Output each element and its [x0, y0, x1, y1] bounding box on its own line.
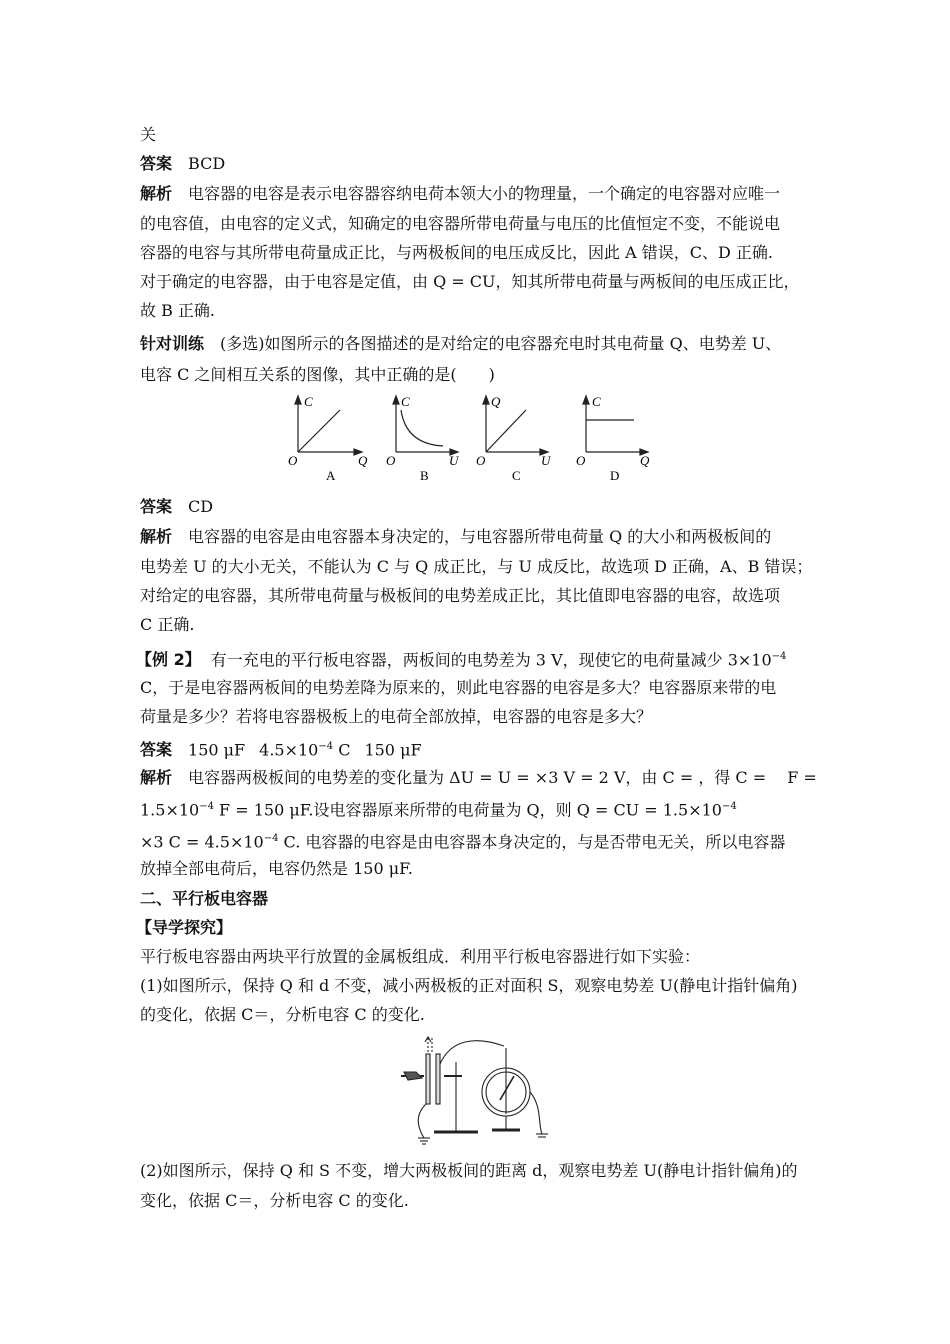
graph-c-caption: C	[512, 468, 521, 483]
graph-c-origin: O	[476, 453, 486, 468]
text-line: 的变化，依据 C＝，分析电容 C 的变化.	[140, 1005, 425, 1024]
answer-label: 答案	[140, 154, 173, 173]
answer-value-2: 4.5×10	[259, 740, 319, 760]
analysis-text: 电容器的电容是由电容器本身决定的，与电容器所带电荷量 Q 的大小和两极板间的	[188, 527, 772, 546]
graph-a-x-label: Q	[358, 453, 368, 468]
graph-a-origin: O	[288, 453, 298, 468]
text-line: 荷量是多少？若将电容器极板上的电荷全部放掉，电容器的电容是多大？	[140, 707, 653, 726]
text-line: 放掉全部电荷后，电容仍然是 150 μF.	[140, 859, 413, 878]
text-span: ×3 C = 4.5×10	[140, 832, 264, 852]
example-text: 有一充电的平行板电容器，两板间的电势差为 3 V，现使它的电荷量减少 3×10	[210, 650, 772, 670]
exponent: −4	[721, 801, 737, 812]
example-label: 【例 2】	[136, 650, 201, 670]
text-line: 故 B 正确.	[140, 301, 216, 320]
section-heading: 二、平行板电容器	[140, 889, 269, 908]
text-line: 电势差 U 的大小无关，不能认为 C 与 Q 成正比，与 U 成反比，故选项 D 正确，A、B 错误；	[140, 557, 813, 576]
exponent: −4	[263, 833, 279, 844]
graph-d-y-label: C	[592, 394, 601, 409]
text-line: 对于确定的电容器，由于电容是定值，由 Q = CU，知其所带电荷量与两板间的电压成正比，	[140, 272, 800, 291]
answer-value: CD	[188, 497, 214, 516]
training-label: 针对训练	[140, 334, 205, 353]
graph-d-origin: O	[576, 453, 586, 468]
analysis-label: 解析	[140, 527, 173, 546]
graph-b-caption: B	[420, 468, 429, 483]
text-span: 1.5×10	[140, 800, 200, 820]
answer-line	[140, 496, 213, 518]
answer-label: 答案	[140, 740, 173, 760]
text-line: 对给定的电容器，其所带电荷量与极板间的电势差成正比，其比值即电容器的电容，故选项	[140, 586, 781, 605]
exponent: −4	[771, 651, 787, 662]
text-span: C. 电容器的电容是由电容器本身决定的，与是否带电无关，所以电容器	[278, 832, 786, 852]
analysis-text: 电容器两极板间的电势差的变化量为 ΔU = U = ×3 V = 2 V，由 C = ，得 C = F =	[188, 768, 817, 787]
graph-b-origin: O	[386, 453, 396, 468]
training-line	[140, 333, 781, 355]
exponent: −4	[318, 741, 334, 752]
text-line	[140, 828, 785, 850]
example-line	[136, 646, 786, 668]
analysis-line	[140, 183, 780, 205]
text-line	[140, 796, 737, 818]
exponent: −4	[199, 801, 214, 812]
answer-unit: C	[333, 740, 351, 760]
analysis-label: 解析	[140, 768, 173, 787]
text-line: C 正确.	[140, 615, 195, 634]
text-line: (2)如图所示，保持 Q 和 S 不变，增大两极板间的距离 d，观察电势差 U(静电计指针偏角)的	[140, 1161, 798, 1180]
text-line: (1)如图所示，保持 Q 和 d 不变，减小两极板的正对面积 S，观察电势差 U(静电计指针偏角)	[140, 976, 798, 995]
text-line: 平行板电容器由两块平行放置的金属板组成．利用平行板电容器进行如下实验：	[140, 947, 701, 966]
answer-value: BCD	[188, 154, 226, 173]
text-line: 关	[140, 125, 157, 144]
answer-value-3: 150 μF	[364, 740, 422, 760]
answer-line	[140, 736, 422, 758]
answer-line	[140, 153, 225, 175]
guide-heading: 【导学探究】	[136, 918, 233, 937]
cq-graphs-figure	[288, 392, 658, 484]
graph-b-x-label: U	[449, 453, 459, 468]
graph-d-x-label: Q	[640, 453, 650, 468]
text-line: 容器的电容与其所带电荷量成正比，与两极板间的电压成反比，因此 A 错误，C、D 正确.	[140, 243, 773, 262]
text-line: 电容 C 之间相互关系的图像，其中正确的是( )	[140, 365, 495, 384]
text-line: 的电容值，由电容的定义式，知确定的电容器所带电荷量与电压的比值恒定不变，不能说电	[140, 214, 781, 233]
analysis-text: 电容器的电容是表示电容器容纳电荷本领大小的物理量，一个确定的电容器对应唯一	[188, 184, 781, 203]
graph-c-x-label: U	[541, 453, 551, 468]
analysis-line	[140, 526, 771, 548]
text-line: C，于是电容器两板间的电势差降为原来的，则此电容器的电容是多大？电容器原来带的电	[140, 678, 777, 697]
graph-b-y-label: C	[401, 394, 410, 409]
analysis-label: 解析	[140, 184, 173, 203]
graph-a-y-label: C	[304, 394, 313, 409]
answer-value-1: 150 μF	[188, 740, 246, 760]
answer-label: 答案	[140, 497, 173, 516]
text-line: 变化，依据 C＝，分析电容 C 的变化.	[140, 1191, 409, 1210]
text-span: F = 150 μF.设电容器原来所带的电荷量为 Q，则 Q = CU = 1.5×10	[213, 800, 722, 820]
training-text: (多选)如图所示的各图描述的是对给定的电容器充电时其电荷量 Q、电势差 U、	[220, 334, 782, 353]
analysis-line	[140, 767, 817, 789]
graph-d-caption: D	[610, 468, 620, 483]
graph-a-caption: A	[326, 468, 336, 483]
electrometer-apparatus-figure	[396, 1034, 548, 1148]
graph-c-y-label: Q	[491, 394, 501, 409]
